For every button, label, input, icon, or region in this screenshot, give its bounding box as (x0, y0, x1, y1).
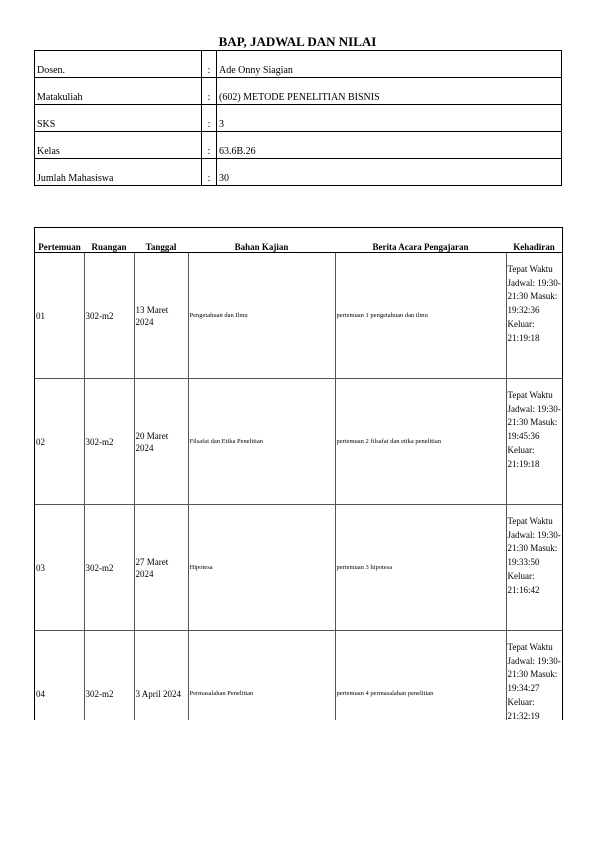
info-row-sks (35, 105, 562, 132)
cell-bahan-kajian: Pengetahuan dan Ilmu (188, 253, 335, 379)
info-label: Dosen. (35, 51, 202, 78)
column-header-tanggal: Tanggal (134, 228, 188, 253)
info-row-dosen (35, 51, 562, 78)
table-row (35, 505, 562, 631)
document-title: BAP, JADWAL DAN NILAI (218, 34, 377, 49)
table-row (35, 631, 562, 721)
table-row (35, 379, 562, 505)
info-label: SKS (35, 105, 202, 132)
cell-tanggal: 3 April 2024 (134, 631, 188, 721)
cell-berita-acara: pertemuan 3 hipotesa (335, 505, 506, 631)
cell-kehadiran: Tepat Waktu Jadwal: 19:30-21:30 Masuk: 19:32:36 Keluar: 21:19:18 (506, 253, 562, 379)
info-separator: : (202, 159, 217, 186)
info-value: (602) METODE PENELITIAN BISNIS (217, 78, 562, 105)
column-header-pertemuan: Pertemuan (35, 228, 84, 253)
info-separator: : (202, 105, 217, 132)
cell-kehadiran: Tepat Waktu Jadwal: 19:30-21:30 Masuk: 19:33:50 Keluar: 21:16:42 (506, 505, 562, 631)
cell-tanggal: 27 Maret 2024 (134, 505, 188, 631)
cell-tanggal: 20 Maret 2024 (134, 379, 188, 505)
cell-berita-acara: pertemuan 2 filsafat dan etika penelitian (335, 379, 506, 505)
column-header-berita-acara: Berita Acara Pengajaran (335, 228, 506, 253)
cell-tanggal: 13 Maret 2024 (134, 253, 188, 379)
schedule-table (35, 228, 562, 720)
info-label: Matakuliah (35, 78, 202, 105)
cell-ruangan: 302-m2 (84, 253, 134, 379)
info-value: 63.6B.26 (217, 132, 562, 159)
info-separator: : (202, 78, 217, 105)
info-value: Ade Onny Siagian (217, 51, 562, 78)
cell-pertemuan: 04 (35, 631, 84, 721)
cell-pertemuan: 01 (35, 253, 84, 379)
cell-ruangan: 302-m2 (84, 505, 134, 631)
cell-kehadiran: Tepat Waktu Jadwal: 19:30-21:30 Masuk: 19:34:27 Keluar: 21:32:19 (506, 631, 562, 721)
cell-kehadiran: Tepat Waktu Jadwal: 19:30-21:30 Masuk: 19:45:36 Keluar: 21:19:18 (506, 379, 562, 505)
cell-berita-acara: pertemuan 4 permasalahan penelitian (335, 631, 506, 721)
info-value: 3 (217, 105, 562, 132)
cell-bahan-kajian: Filsafat dan Etika Penelitian (188, 379, 335, 505)
cell-ruangan: 302-m2 (84, 379, 134, 505)
cell-bahan-kajian: Permasalahan Penelitian (188, 631, 335, 721)
column-header-bahan-kajian: Bahan Kajian (188, 228, 335, 253)
column-header-kehadiran: Kehadiran (506, 228, 562, 253)
info-row-kelas (35, 132, 562, 159)
info-row-jumlah-mahasiswa (35, 159, 562, 186)
cell-bahan-kajian: Hipotesa (188, 505, 335, 631)
info-label: Jumlah Mahasiswa (35, 159, 202, 186)
info-row-matakuliah (35, 78, 562, 105)
info-value: 30 (217, 159, 562, 186)
cell-pertemuan: 02 (35, 379, 84, 505)
cell-ruangan: 302-m2 (84, 631, 134, 721)
schedule-section (34, 227, 563, 720)
column-header-ruangan: Ruangan (84, 228, 134, 253)
info-separator: : (202, 51, 217, 78)
info-separator: : (202, 132, 217, 159)
info-label: Kelas (35, 132, 202, 159)
course-info-table (34, 50, 562, 186)
schedule-header-row (35, 228, 562, 253)
cell-berita-acara: pertemuan 1 pengetahuan dan ilmu (335, 253, 506, 379)
cell-pertemuan: 03 (35, 505, 84, 631)
table-row (35, 253, 562, 379)
